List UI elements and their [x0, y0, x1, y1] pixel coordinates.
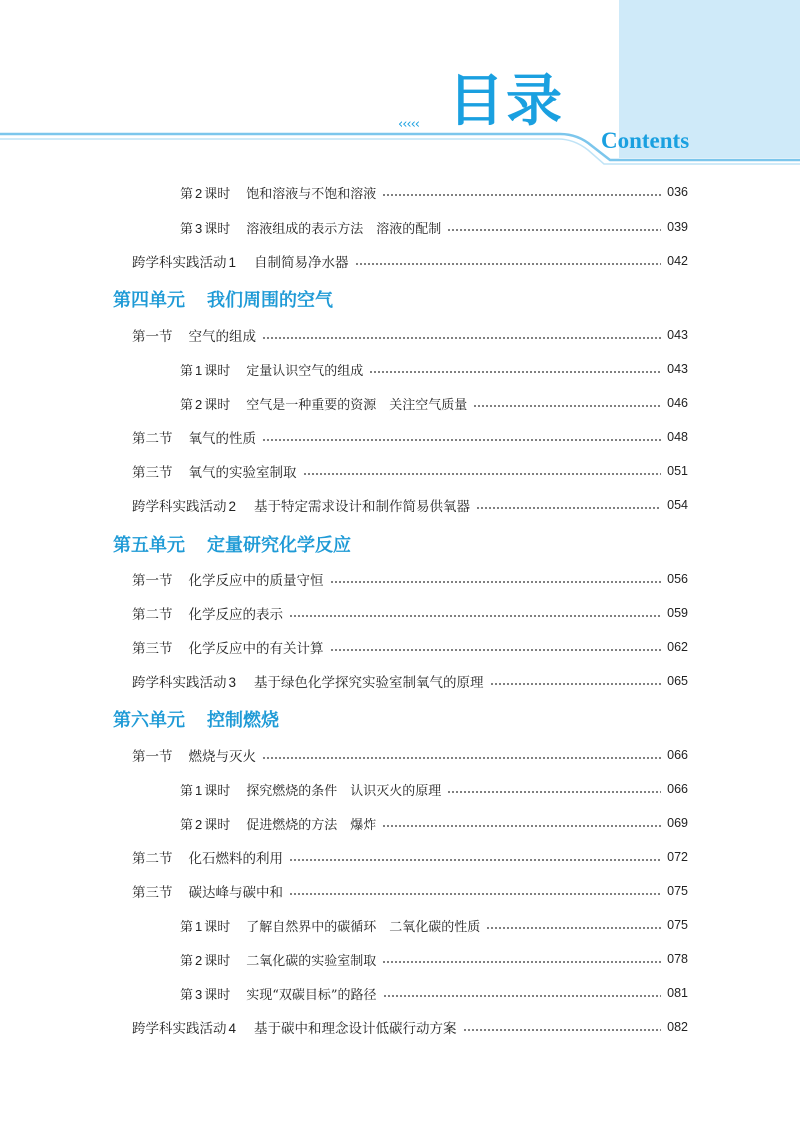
entry-title: 化学反应的表示: [188, 607, 283, 623]
entry-prefix: 第二节: [132, 607, 173, 623]
dot-leader: [473, 405, 661, 407]
entry-title: 氧气的性质: [188, 431, 256, 447]
entry-label: [132, 603, 283, 623]
entry-title: 溶液组成的表示方法 溶液的配制: [246, 221, 442, 237]
entry-number: 2: [228, 499, 237, 514]
unit-heading[interactable]: [113, 284, 333, 314]
activity-entry[interactable]: [132, 1016, 688, 1038]
entry-title: 自制简易净水器: [254, 255, 349, 271]
entry-title: 实现“双碳目标”的路径: [246, 987, 377, 1003]
entry-prefix: 第三节: [132, 641, 173, 657]
page-title: 目录: [448, 69, 564, 134]
page-number: 048: [667, 430, 688, 444]
page-number: 082: [667, 1020, 688, 1034]
entry-title: 基于特定需求设计和制作简易供氧器: [254, 499, 471, 515]
page-number: 066: [667, 782, 688, 796]
dot-leader: [289, 893, 661, 895]
dot-leader: [369, 371, 661, 373]
entry-number: 1: [228, 255, 237, 270]
section-entry[interactable]: [132, 568, 688, 590]
dot-leader: [382, 194, 661, 196]
page-number: 081: [667, 986, 688, 1000]
lesson-entry[interactable]: [180, 778, 688, 800]
page-number: 072: [667, 850, 688, 864]
lesson-entry[interactable]: [180, 181, 688, 203]
section-entry[interactable]: [132, 324, 688, 346]
entry-label: [180, 950, 376, 969]
entry-prefix: 第: [180, 221, 194, 237]
entry-number: 2: [195, 952, 203, 968]
entry-prefix: 第二节: [132, 431, 173, 447]
entry-suffix: 课时: [204, 783, 231, 799]
entry-title: 定量认识空气的组成: [246, 363, 364, 379]
lesson-entry[interactable]: [180, 914, 688, 936]
unit-number: 第四单元: [113, 290, 185, 311]
entry-suffix: 课时: [204, 953, 231, 969]
page-number: 054: [667, 498, 688, 512]
entry-label: [180, 916, 480, 935]
entry-number: 1: [195, 918, 203, 934]
page-number: 056: [667, 572, 688, 586]
dot-leader: [330, 649, 662, 651]
dot-leader: [476, 507, 661, 509]
entry-title: 空气的组成: [188, 329, 256, 345]
entry-number: 4: [228, 1021, 237, 1036]
entry-prefix: 第一节: [132, 329, 173, 345]
entry-label: [132, 461, 297, 481]
dot-leader: [383, 995, 662, 997]
lesson-entry[interactable]: [180, 216, 688, 238]
entry-suffix: 课时: [204, 186, 231, 202]
section-entry[interactable]: [132, 602, 688, 624]
section-entry[interactable]: [132, 880, 688, 902]
unit-number: 第六单元: [113, 710, 185, 731]
dot-leader: [382, 825, 661, 827]
entry-prefix: 第: [180, 987, 194, 1003]
section-entry[interactable]: [132, 460, 688, 482]
entry-title: 探究燃烧的条件 认识灭火的原理: [246, 783, 442, 799]
dot-leader: [447, 229, 661, 231]
page-number: 075: [667, 884, 688, 898]
entry-suffix: 课时: [204, 363, 231, 379]
unit-number: 第五单元: [113, 535, 185, 556]
entry-label: [180, 814, 376, 833]
dot-leader: [262, 439, 661, 441]
entry-label: [132, 671, 484, 691]
entry-number: 2: [195, 396, 203, 412]
entry-label: [180, 984, 377, 1003]
entry-title: 了解自然界中的碳循环 二氧化碳的性质: [246, 919, 481, 935]
entry-number: 1: [195, 362, 203, 378]
dot-leader: [289, 859, 661, 861]
lesson-entry[interactable]: [180, 358, 688, 380]
page-number: 078: [667, 952, 688, 966]
page-number: 075: [667, 918, 688, 932]
entry-prefix: 第三节: [132, 465, 173, 481]
entry-title: 化学反应中的质量守恒: [188, 573, 324, 589]
unit-title: 控制燃烧: [207, 710, 279, 731]
section-entry[interactable]: [132, 636, 688, 658]
activity-entry[interactable]: [132, 494, 688, 516]
entry-label: [180, 394, 467, 413]
activity-entry[interactable]: [132, 250, 688, 272]
entry-title: 化学反应中的有关计算: [188, 641, 324, 657]
entry-suffix: 课时: [204, 397, 231, 413]
dot-leader: [262, 757, 661, 759]
entry-number: 2: [195, 816, 203, 832]
dot-leader: [463, 1029, 662, 1031]
entry-label: [132, 325, 256, 345]
page-number: 042: [667, 254, 688, 268]
entry-suffix: 课时: [204, 919, 231, 935]
page-number: 036: [667, 185, 688, 199]
entry-label: [132, 569, 324, 589]
unit-title: 定量研究化学反应: [207, 535, 351, 556]
entry-prefix: 第: [180, 186, 194, 202]
lesson-entry[interactable]: [180, 812, 688, 834]
entry-label: [132, 427, 256, 447]
entry-label: [132, 1017, 457, 1037]
entry-title: 燃烧与灭火: [188, 749, 256, 765]
entry-prefix: 第三节: [132, 885, 173, 901]
unit-heading[interactable]: [113, 704, 279, 734]
entry-prefix: 第: [180, 919, 194, 935]
activity-entry[interactable]: [132, 670, 688, 692]
entry-prefix: 跨学科实践活动: [132, 675, 227, 691]
entry-title: 基于碳中和理念设计低碳行动方案: [254, 1021, 457, 1037]
entry-prefix: 第: [180, 817, 194, 833]
dot-leader: [382, 961, 661, 963]
page-number: 039: [667, 220, 688, 234]
page-number: 051: [667, 464, 688, 478]
entry-label: [132, 251, 349, 271]
entry-prefix: 第一节: [132, 749, 173, 765]
entry-title: 基于绿色化学探究实验室制氧气的原理: [254, 675, 484, 691]
unit-heading[interactable]: [113, 529, 351, 559]
entry-suffix: 课时: [204, 987, 231, 1003]
entry-prefix: 第: [180, 397, 194, 413]
entry-number: 3: [195, 220, 203, 236]
dot-leader: [355, 263, 662, 265]
section-entry[interactable]: [132, 846, 688, 868]
entry-suffix: 课时: [204, 221, 231, 237]
entry-prefix: 跨学科实践活动: [132, 499, 227, 515]
entry-number: 1: [195, 782, 203, 798]
entry-title: 碳达峰与碳中和: [188, 885, 283, 901]
page-number: 059: [667, 606, 688, 620]
entry-prefix: 第: [180, 953, 194, 969]
entry-label: [180, 218, 441, 237]
dot-leader: [490, 683, 662, 685]
entry-number: 2: [195, 185, 203, 201]
arrow-chevrons-icon: ‹‹‹‹‹: [398, 117, 419, 132]
entry-suffix: 课时: [204, 817, 231, 833]
section-entry[interactable]: [132, 426, 688, 448]
entry-label: [132, 881, 283, 901]
section-entry[interactable]: [132, 744, 688, 766]
entry-label: [132, 745, 256, 765]
entry-label: [132, 495, 470, 515]
page-number: 066: [667, 748, 688, 762]
lesson-entry[interactable]: [180, 392, 688, 414]
entry-title: 二氧化碳的实验室制取: [246, 953, 377, 969]
entry-title: 化石燃料的利用: [188, 851, 283, 867]
page-number: 062: [667, 640, 688, 654]
entry-title: 空气是一种重要的资源 关注空气质量: [246, 397, 468, 413]
entry-label: [180, 183, 376, 202]
entry-title: 氧气的实验室制取: [188, 465, 297, 481]
entry-number: 3: [228, 675, 237, 690]
dot-leader: [289, 615, 661, 617]
lesson-entry[interactable]: [180, 982, 688, 1004]
page-number: 043: [667, 362, 688, 376]
page-number: 046: [667, 396, 688, 410]
entry-prefix: 第: [180, 783, 194, 799]
entry-prefix: 跨学科实践活动: [132, 1021, 227, 1037]
entry-prefix: 跨学科实践活动: [132, 255, 227, 271]
entry-number: 3: [195, 986, 203, 1002]
entry-label: [132, 637, 324, 657]
entry-prefix: 第二节: [132, 851, 173, 867]
entry-label: [180, 360, 363, 379]
dot-leader: [486, 927, 661, 929]
page-title-english: Contents: [601, 128, 690, 153]
entry-title: 促进燃烧的方法 爆炸: [246, 817, 377, 833]
entry-label: [132, 847, 283, 867]
dot-leader: [330, 581, 662, 583]
page-number: 069: [667, 816, 688, 830]
dot-leader: [262, 337, 661, 339]
entry-title: 饱和溶液与不饱和溶液: [246, 186, 377, 202]
dot-leader: [303, 473, 662, 475]
lesson-entry[interactable]: [180, 948, 688, 970]
page-number: 043: [667, 328, 688, 342]
entry-label: [180, 780, 441, 799]
unit-title: 我们周围的空气: [207, 290, 333, 311]
entry-prefix: 第: [180, 363, 194, 379]
page-number: 065: [667, 674, 688, 688]
entry-prefix: 第一节: [132, 573, 173, 589]
dot-leader: [447, 791, 661, 793]
